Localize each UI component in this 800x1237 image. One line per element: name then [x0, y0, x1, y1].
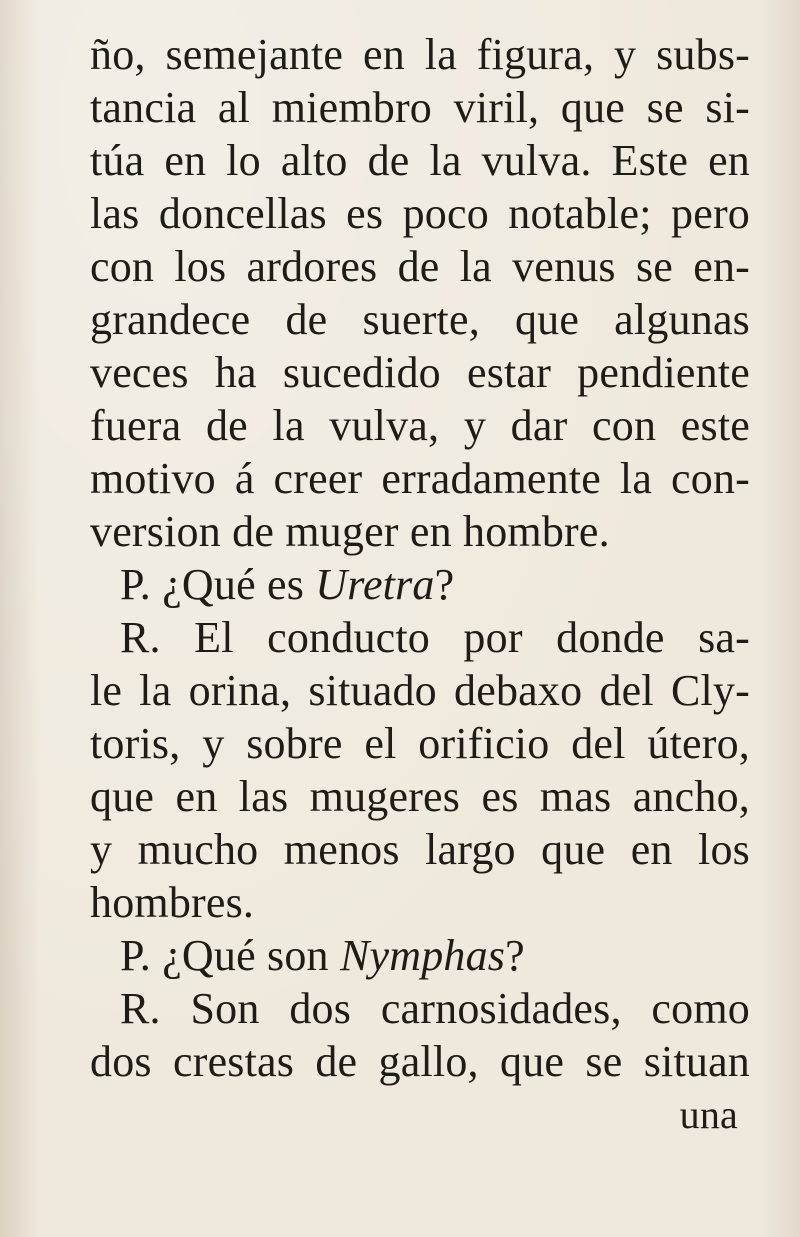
text-line: con los ardores de la venus se en-	[90, 242, 750, 291]
question-prefix: P. ¿Qué son	[120, 931, 340, 980]
question-uretra	[90, 558, 750, 611]
question-term: Uretra	[315, 560, 435, 609]
answer-line: y mucho menos largo que en los	[90, 825, 750, 874]
text-line: motivo á creer erradamente la con-	[90, 454, 750, 503]
page-text	[90, 28, 750, 1141]
text-line: tancia al miembro viril, que se si-	[90, 83, 750, 132]
answer-line: R. Son dos carnosidades, como	[120, 984, 750, 1033]
question-suffix: ?	[505, 931, 525, 980]
question-prefix: P. ¿Qué es	[120, 560, 316, 609]
text-line: las doncellas es poco notable; pero	[90, 189, 750, 238]
question-nymphas	[90, 929, 750, 982]
text-line: ño, semejante en la figura, y subs-	[90, 30, 750, 79]
answer-line: le la orina, situado debaxo del Cly-	[90, 666, 750, 715]
answer-line: hombres.	[90, 878, 255, 927]
text-line: grandece de suerte, que algunas	[90, 295, 750, 344]
answer-line: toris, y sobre el orificio del útero,	[90, 719, 750, 768]
text-line: version de muger en hombre.	[90, 507, 610, 556]
text-line: túa en lo alto de la vulva. Este en	[90, 136, 750, 185]
question-suffix: ?	[434, 560, 455, 609]
answer-line: que en las mugeres es mas ancho,	[90, 772, 750, 821]
text-line: fuera de la vulva, y dar con este	[90, 401, 750, 450]
catchword: una	[679, 1092, 738, 1137]
answer-line: dos crestas de gallo, que se situan	[90, 1037, 750, 1086]
text-line: veces ha sucedido estar pendiente	[90, 348, 750, 397]
answer-line: R. El conducto por donde sa-	[120, 613, 750, 662]
question-term: Nymphas	[339, 931, 506, 980]
